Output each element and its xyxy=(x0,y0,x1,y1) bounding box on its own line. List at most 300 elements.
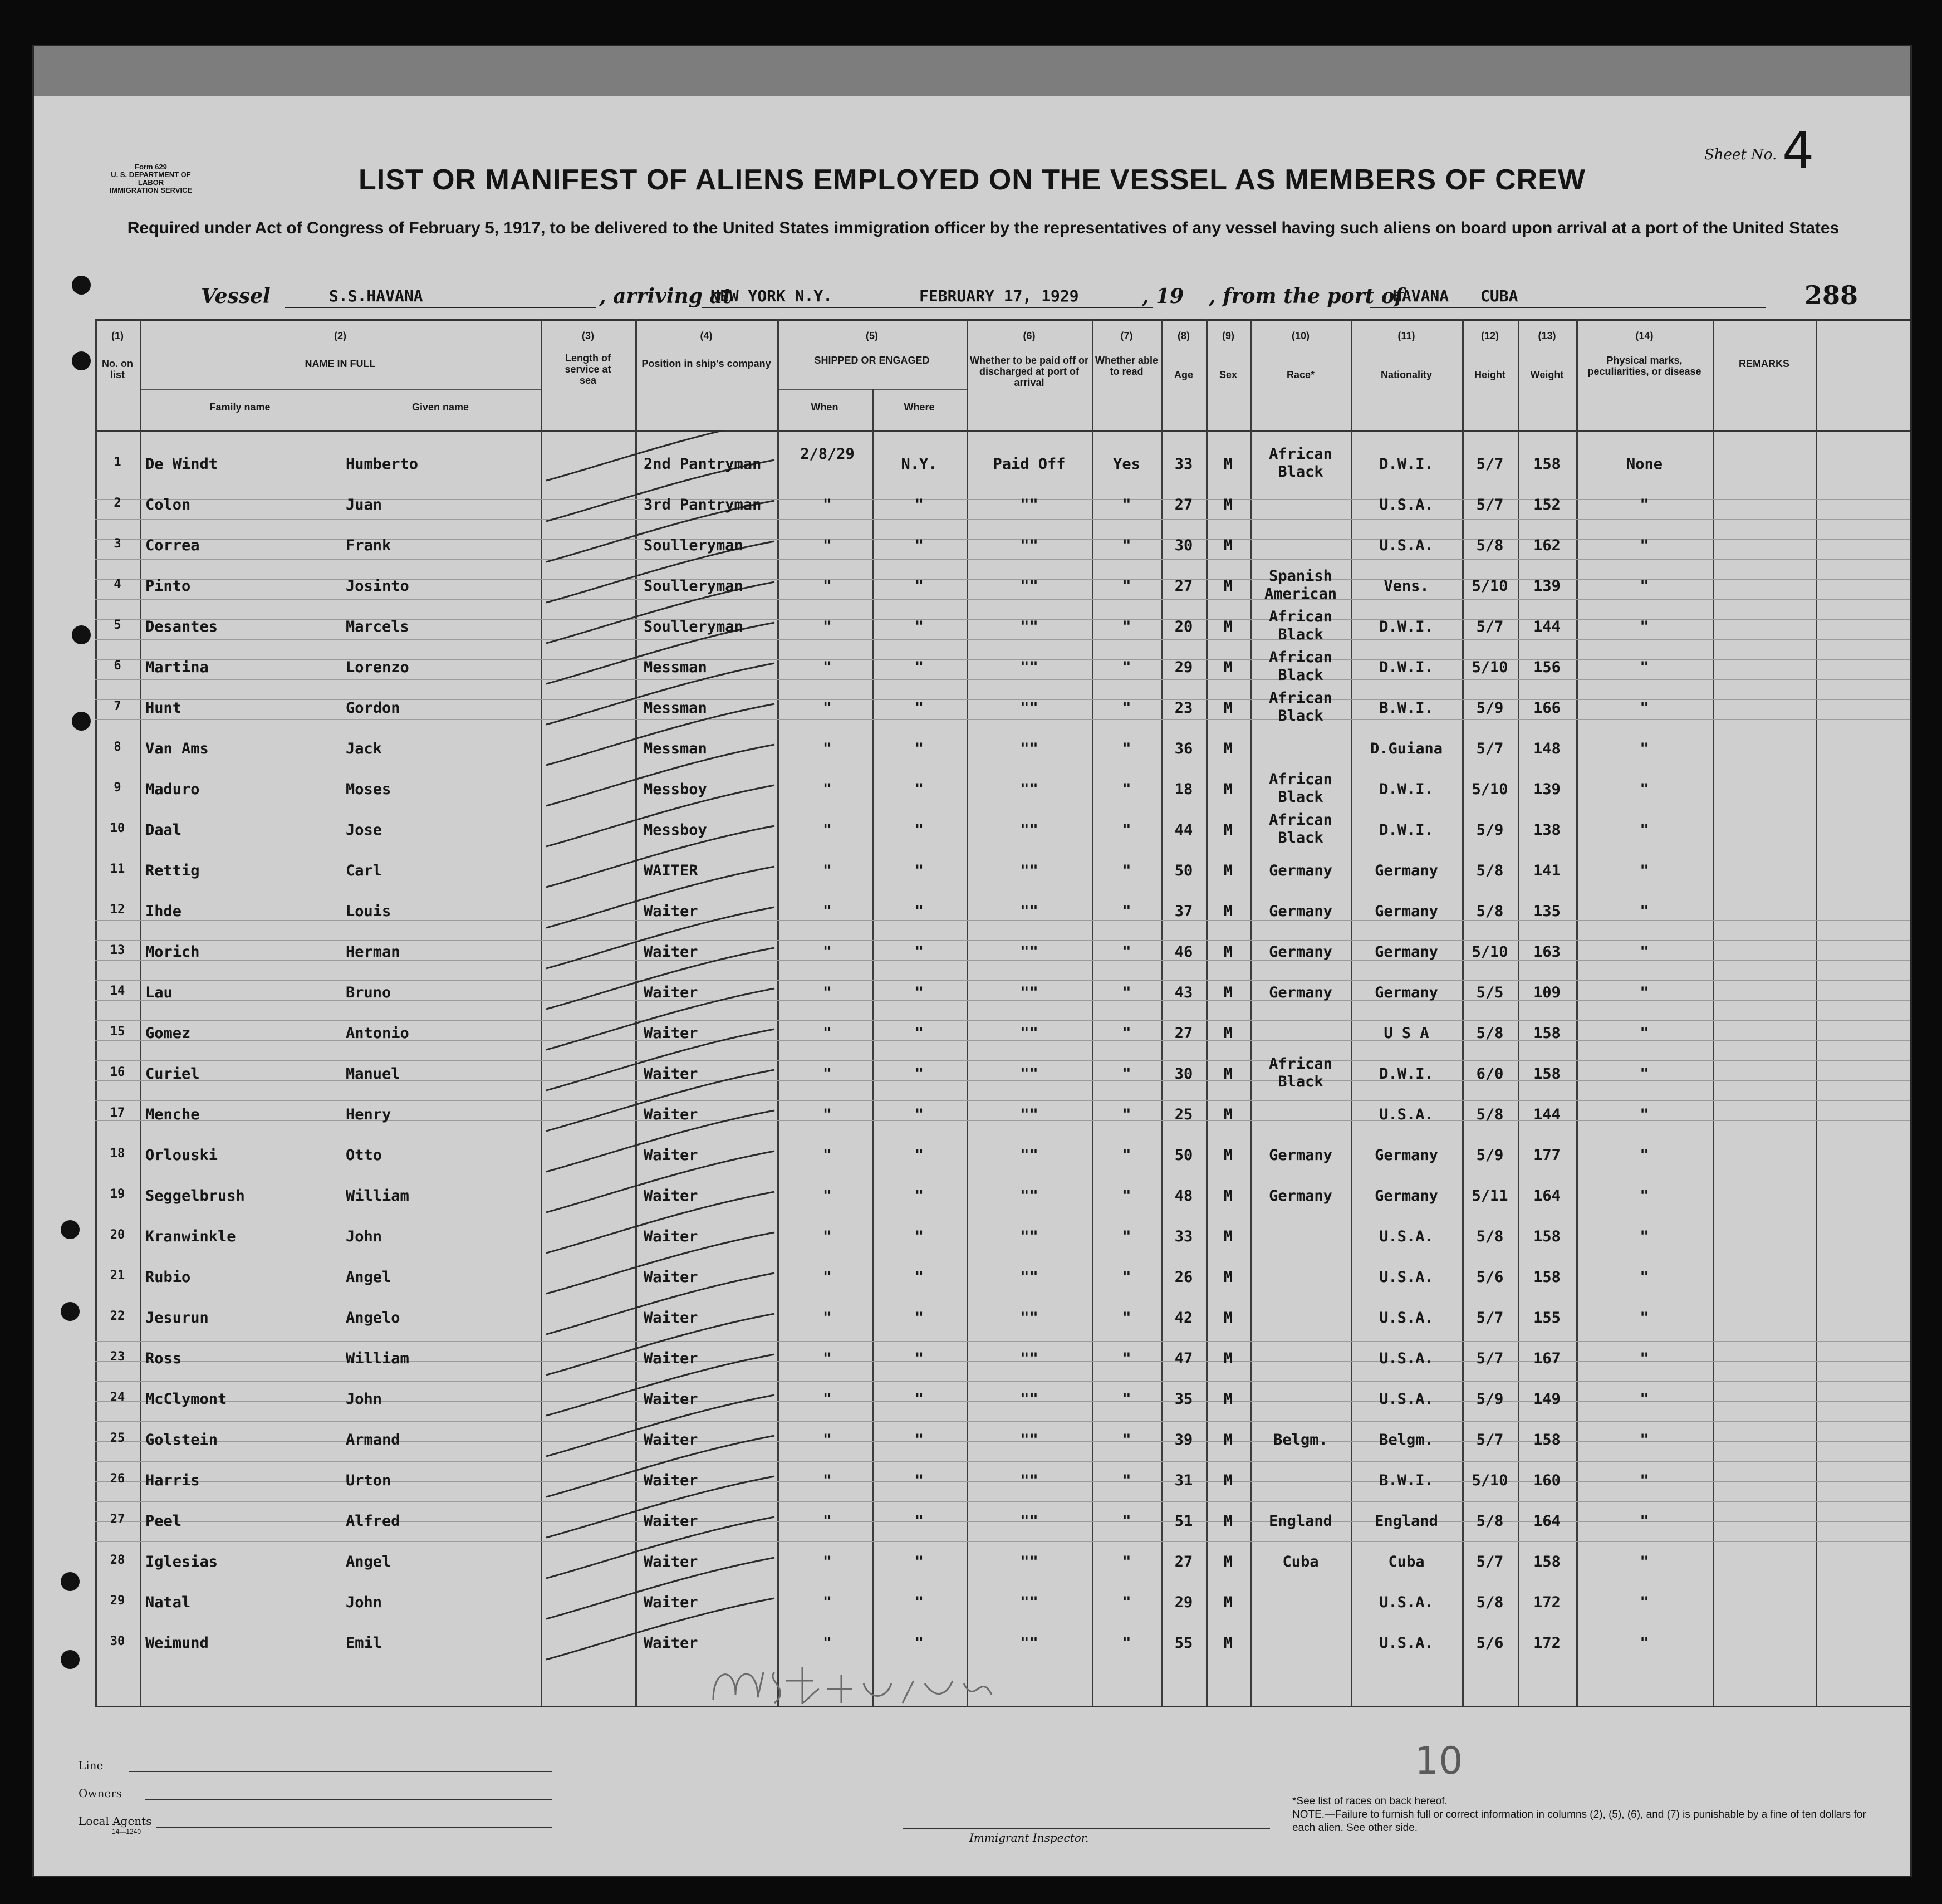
shipped-where-cell: " xyxy=(914,1391,924,1408)
weight-cell: 166 xyxy=(1533,699,1561,717)
sex-cell: M xyxy=(1223,1065,1233,1083)
vessel-line xyxy=(34,280,1910,314)
able-to-read-cell: " xyxy=(1122,1472,1131,1489)
shipped-when-cell: " xyxy=(822,1187,832,1205)
col-when-header: When xyxy=(811,402,838,413)
given-name-cell: William xyxy=(346,1350,409,1367)
inspector-signature xyxy=(702,1650,1014,1722)
given-name-cell: Jose xyxy=(346,821,382,839)
sex-cell: M xyxy=(1223,1472,1233,1489)
position-cell: Messman xyxy=(644,699,707,717)
table-row xyxy=(95,648,1942,688)
able-to-read-cell: " xyxy=(1122,903,1131,920)
able-to-read-cell: " xyxy=(1122,496,1131,513)
paid-off-cell: "" xyxy=(1020,984,1038,1001)
age-cell: 27 xyxy=(1174,1025,1193,1042)
shipped-when-cell: " xyxy=(822,1065,832,1083)
family-name-cell: Hunt xyxy=(145,699,182,717)
row-number-cell: 30 xyxy=(110,1634,125,1648)
nationality-cell: U.S.A. xyxy=(1379,1309,1434,1327)
weight-cell: 158 xyxy=(1533,1269,1561,1286)
agents-label: Local Agents xyxy=(79,1814,152,1828)
family-name-cell: Correa xyxy=(145,537,200,554)
arriving-label: , arriving at xyxy=(599,285,732,308)
family-name-cell: Morich xyxy=(145,943,200,961)
age-cell: 33 xyxy=(1174,456,1193,473)
given-name-cell: Herman xyxy=(346,943,400,961)
position-cell: Waiter xyxy=(644,1594,698,1611)
row-number-cell: 8 xyxy=(114,740,121,754)
given-name-cell: Angelo xyxy=(346,1309,400,1327)
able-to-read-cell: " xyxy=(1122,659,1131,676)
row-number-cell: 22 xyxy=(110,1309,125,1323)
nationality-cell: Germany xyxy=(1375,1147,1438,1164)
paid-off-cell: "" xyxy=(1020,537,1038,554)
nationality-cell: Belgm. xyxy=(1379,1431,1434,1448)
position-cell: Messboy xyxy=(644,781,707,798)
age-cell: 55 xyxy=(1174,1634,1193,1652)
able-to-read-cell: " xyxy=(1122,1634,1131,1652)
position-cell: Soulleryman xyxy=(644,537,743,554)
shipped-where-cell: " xyxy=(914,496,924,513)
paid-off-cell: "" xyxy=(1020,577,1038,595)
owners-label: Owners xyxy=(79,1786,122,1800)
shipped-where-cell: " xyxy=(914,577,924,595)
date-underline xyxy=(908,307,1153,308)
given-name-cell: Gordon xyxy=(346,699,400,717)
height-cell: 5/6 xyxy=(1476,1634,1504,1652)
position-cell: Waiter xyxy=(644,1309,698,1327)
family-name-cell: Kranwinkle xyxy=(145,1228,236,1245)
age-cell: 43 xyxy=(1174,984,1193,1001)
col-paid-header: (6) Whether to be paid off or discharged at port of arrival xyxy=(970,330,1088,388)
physical-marks-cell: " xyxy=(1640,618,1649,635)
weight-cell: 167 xyxy=(1533,1350,1561,1367)
physical-marks-cell: " xyxy=(1640,577,1649,595)
col-race-header: (10) Race* xyxy=(1286,330,1315,380)
physical-marks-cell: " xyxy=(1640,1472,1649,1489)
family-name-cell: Pinto xyxy=(145,577,191,595)
nationality-cell: D.W.I. xyxy=(1379,618,1434,635)
nationality-cell: Cuba xyxy=(1388,1553,1425,1570)
race-cell: African Black xyxy=(1269,689,1332,725)
col-name-header: (2) NAME IN FULL xyxy=(305,330,376,369)
age-cell: 42 xyxy=(1174,1309,1193,1327)
position-cell: Soulleryman xyxy=(644,618,743,635)
from-label: , from the port of xyxy=(1209,285,1404,308)
family-name-cell: Curiel xyxy=(145,1065,200,1083)
table-row xyxy=(95,1014,1942,1054)
able-to-read-cell: " xyxy=(1122,781,1131,798)
table-row xyxy=(95,1298,1942,1339)
nationality-cell: B.W.I. xyxy=(1379,1472,1434,1489)
paid-off-cell: "" xyxy=(1020,1228,1038,1245)
col-length-header: (3) Length of service at sea xyxy=(565,330,611,386)
given-name-cell: Angel xyxy=(346,1553,391,1570)
height-cell: 6/0 xyxy=(1476,1065,1504,1083)
family-name-cell: Natal xyxy=(145,1594,191,1611)
nationality-cell: U.S.A. xyxy=(1379,1391,1434,1408)
form-number: Form 629 xyxy=(135,163,167,171)
paid-off-cell: "" xyxy=(1020,699,1038,717)
shipped-when-cell: " xyxy=(822,1553,832,1570)
given-name-cell: Angel xyxy=(346,1269,391,1286)
family-name-cell: Golstein xyxy=(145,1431,218,1448)
shipped-where-cell: " xyxy=(914,821,924,839)
shipped-when-cell: " xyxy=(822,537,832,554)
shipped-where-cell: " xyxy=(914,1147,924,1164)
nationality-cell: U.S.A. xyxy=(1379,1634,1434,1652)
nationality-cell: D.W.I. xyxy=(1379,781,1434,798)
age-cell: 50 xyxy=(1174,862,1193,879)
weight-cell: 164 xyxy=(1533,1187,1561,1205)
age-cell: 30 xyxy=(1174,1065,1193,1083)
sex-cell: M xyxy=(1223,659,1233,676)
table-row xyxy=(95,1176,1942,1217)
given-name-cell: Josinto xyxy=(346,577,409,595)
shipped-where-cell: " xyxy=(914,659,924,676)
shipped-when-cell: " xyxy=(822,577,832,595)
manifest-sheet xyxy=(32,45,1912,1877)
family-name-cell: Harris xyxy=(145,1472,200,1489)
page-number: 288 xyxy=(1804,280,1858,310)
table-row xyxy=(95,1379,1942,1420)
family-name-cell: Lau xyxy=(145,984,173,1001)
nationality-cell: U.S.A. xyxy=(1379,496,1434,513)
shipped-when-cell: " xyxy=(822,496,832,513)
able-to-read-cell: " xyxy=(1122,1513,1131,1530)
arriving-port: NEW YORK N.Y. xyxy=(710,287,833,305)
physical-marks-cell: " xyxy=(1640,781,1649,798)
row-number-cell: 14 xyxy=(110,984,125,998)
weight-cell: 139 xyxy=(1533,577,1561,595)
nationality-cell: Germany xyxy=(1375,1187,1438,1205)
position-cell: Waiter xyxy=(644,1513,698,1530)
weight-cell: 158 xyxy=(1533,1025,1561,1042)
age-cell: 26 xyxy=(1174,1269,1193,1286)
age-cell: 27 xyxy=(1174,496,1193,513)
header-bottom-rule xyxy=(95,430,1910,432)
sex-cell: M xyxy=(1223,1025,1233,1042)
nationality-cell: U.S.A. xyxy=(1379,1594,1434,1611)
height-cell: 5/8 xyxy=(1476,537,1504,554)
position-cell: Waiter xyxy=(644,903,698,920)
crew-table xyxy=(95,319,1910,1717)
shipped-where-cell: " xyxy=(914,699,924,717)
table-row xyxy=(95,566,1942,607)
paid-off-cell: "" xyxy=(1020,1391,1038,1408)
given-name-cell: Henry xyxy=(346,1106,391,1123)
position-cell: Waiter xyxy=(644,1065,698,1083)
sex-cell: M xyxy=(1223,1187,1233,1205)
shipped-where-cell: " xyxy=(914,618,924,635)
nationality-cell: Germany xyxy=(1375,943,1438,961)
family-name-cell: Desantes xyxy=(145,618,218,635)
weight-cell: 138 xyxy=(1533,821,1561,839)
family-name-cell: Weimund xyxy=(145,1634,209,1652)
height-cell: 5/8 xyxy=(1476,1106,1504,1123)
shipped-where-cell: " xyxy=(914,1350,924,1367)
shipped-when-cell: " xyxy=(822,1431,832,1448)
weight-cell: 149 xyxy=(1533,1391,1561,1408)
col-where-header: Where xyxy=(904,402,935,413)
race-cell: England xyxy=(1269,1513,1332,1530)
paid-off-cell: "" xyxy=(1020,1065,1038,1083)
age-cell: 23 xyxy=(1174,699,1193,717)
table-row xyxy=(95,607,1942,648)
row-number-cell: 17 xyxy=(110,1106,125,1120)
height-cell: 5/5 xyxy=(1476,984,1504,1001)
family-name-cell: Maduro xyxy=(145,781,200,798)
paid-off-cell: "" xyxy=(1020,1147,1038,1164)
sex-cell: M xyxy=(1223,943,1233,961)
family-name-cell: Iglesias xyxy=(145,1553,218,1570)
position-cell: Waiter xyxy=(644,1187,698,1205)
height-cell: 5/7 xyxy=(1476,1309,1504,1327)
position-cell: Soulleryman xyxy=(644,577,743,595)
arrival-date: FEBRUARY 17, 1929 xyxy=(919,287,1079,305)
table-row xyxy=(95,485,1942,526)
nationality-cell: U.S.A. xyxy=(1379,1350,1434,1367)
col-weight-header: (13) Weight xyxy=(1530,330,1564,380)
shipped-when-cell: " xyxy=(822,1634,832,1652)
row-number-cell: 23 xyxy=(110,1350,125,1364)
weight-cell: 163 xyxy=(1533,943,1561,961)
table-row xyxy=(95,810,1942,851)
weight-cell: 139 xyxy=(1533,781,1561,798)
given-name-cell: Moses xyxy=(346,781,391,798)
given-name-cell: Manuel xyxy=(346,1065,400,1083)
physical-marks-cell: " xyxy=(1640,984,1649,1001)
family-name-cell: Colon xyxy=(145,496,191,513)
able-to-read-cell: " xyxy=(1122,1025,1131,1042)
paid-off-cell: "" xyxy=(1020,659,1038,676)
physical-marks-cell: " xyxy=(1640,862,1649,879)
row-number-cell: 10 xyxy=(110,821,125,835)
row-number-cell: 11 xyxy=(110,862,125,876)
table-row xyxy=(95,729,1942,770)
family-name-cell: De Windt xyxy=(145,456,218,473)
sex-cell: M xyxy=(1223,821,1233,839)
table-row xyxy=(95,1339,1942,1379)
name-subheader-rule xyxy=(140,389,541,390)
family-name-cell: Daal xyxy=(145,821,182,839)
shipped-when-cell: " xyxy=(822,1269,832,1286)
shipped-where-cell: " xyxy=(914,1106,924,1123)
vessel-name: S.S.HAVANA xyxy=(329,287,423,305)
paid-off-cell: "" xyxy=(1020,821,1038,839)
able-to-read-cell: " xyxy=(1122,1187,1131,1205)
punch-hole xyxy=(61,1650,80,1669)
arriving-underline xyxy=(702,307,925,308)
shipped-when-cell: " xyxy=(822,1391,832,1408)
height-cell: 5/9 xyxy=(1476,1391,1504,1408)
race-cell: Germany xyxy=(1269,1187,1332,1205)
vessel-underline xyxy=(285,307,596,308)
shipped-when-cell: " xyxy=(822,699,832,717)
table-row xyxy=(95,444,1942,485)
age-cell: 44 xyxy=(1174,821,1193,839)
col-shipped-header: (5) SHIPPED OR ENGAGED xyxy=(814,330,930,366)
shipped-where-cell: " xyxy=(914,1431,924,1448)
shipped-when-cell: " xyxy=(822,862,832,879)
paid-off-cell: "" xyxy=(1020,1187,1038,1205)
row-number-cell: 1 xyxy=(114,456,121,469)
nationality-cell: D.W.I. xyxy=(1379,821,1434,839)
table-row xyxy=(95,688,1942,729)
able-to-read-cell: " xyxy=(1122,1147,1131,1164)
penalty-note: NOTE.—Failure to furnish full or correct information in columns (2), (5), (6), and (7) is punishable by a fine of ten dollars for each alien. See other side. xyxy=(1292,1809,1866,1834)
table-top-rule xyxy=(95,319,1910,321)
age-cell: 48 xyxy=(1174,1187,1193,1205)
physical-marks-cell: " xyxy=(1640,1025,1649,1042)
shipped-where-cell: " xyxy=(914,1228,924,1245)
nationality-cell: Germany xyxy=(1375,903,1438,920)
row-number-cell: 12 xyxy=(110,903,125,917)
paid-off-cell: "" xyxy=(1020,1472,1038,1489)
sex-cell: M xyxy=(1223,1594,1233,1611)
sex-cell: M xyxy=(1223,1350,1233,1367)
sex-cell: M xyxy=(1223,1391,1233,1408)
height-cell: 5/7 xyxy=(1476,1431,1504,1448)
shipped-where-cell: " xyxy=(914,1187,924,1205)
row-number-cell: 20 xyxy=(110,1228,125,1242)
table-row xyxy=(95,1461,1942,1501)
paid-off-cell: "" xyxy=(1020,903,1038,920)
age-cell: 29 xyxy=(1174,1594,1193,1611)
row-number-cell: 28 xyxy=(110,1553,125,1567)
shipped-where-cell: " xyxy=(914,1513,924,1530)
family-name-cell: Van Ams xyxy=(145,740,209,757)
table-row xyxy=(95,1623,1942,1664)
table-row xyxy=(95,1501,1942,1542)
sheet-number: 4 xyxy=(1782,121,1815,180)
footer-notes xyxy=(1292,1795,1871,1835)
height-cell: 5/6 xyxy=(1476,1269,1504,1286)
able-to-read-cell: " xyxy=(1122,1309,1131,1327)
from-port: HAVANA CUBA xyxy=(1392,287,1518,305)
position-cell: Waiter xyxy=(644,1634,698,1652)
col-marks-header: (14) Physical marks, peculiarities, or disease xyxy=(1587,330,1701,377)
page-title: LIST OR MANIFEST OF ALIENS EMPLOYED ON THE VESSEL AS MEMBERS OF CREW xyxy=(359,164,1586,196)
sex-cell: M xyxy=(1223,699,1233,717)
shipped-when-cell: " xyxy=(822,740,832,757)
line-underline xyxy=(129,1771,552,1772)
position-cell: Messman xyxy=(644,740,707,757)
row-number-cell: 5 xyxy=(114,618,121,632)
col-read-header: (7) Whether able to read xyxy=(1095,330,1159,377)
race-cell: African Black xyxy=(1269,1055,1332,1090)
nationality-cell: U S A xyxy=(1384,1025,1429,1042)
weight-cell: 144 xyxy=(1533,1106,1561,1123)
nationality-cell: Germany xyxy=(1375,984,1438,1001)
row-number-cell: 7 xyxy=(114,699,121,713)
sex-cell: M xyxy=(1223,618,1233,635)
sex-cell: M xyxy=(1223,1553,1233,1570)
family-name-cell: Jesurun xyxy=(145,1309,209,1327)
family-name-cell: Martina xyxy=(145,659,209,676)
nationality-cell: U.S.A. xyxy=(1379,537,1434,554)
shipped-when-cell: " xyxy=(822,984,832,1001)
row-number-cell: 15 xyxy=(110,1025,125,1039)
position-cell: Waiter xyxy=(644,1228,698,1245)
shipped-when-cell: " xyxy=(822,1350,832,1367)
row-number-cell: 13 xyxy=(110,943,125,957)
weight-cell: 162 xyxy=(1533,537,1561,554)
physical-marks-cell: " xyxy=(1640,659,1649,676)
table-row xyxy=(95,1583,1942,1623)
physical-marks-cell: " xyxy=(1640,496,1649,513)
col-position-header: (4) Position in ship's company xyxy=(641,330,771,369)
race-cell: Cuba xyxy=(1282,1553,1319,1570)
given-name-cell: John xyxy=(346,1391,382,1408)
weight-cell: 172 xyxy=(1533,1594,1561,1611)
age-cell: 33 xyxy=(1174,1228,1193,1245)
physical-marks-cell: " xyxy=(1640,537,1649,554)
position-cell: 2nd Pantryman xyxy=(644,456,762,473)
given-name-cell: Jack xyxy=(346,740,382,757)
able-to-read-cell: " xyxy=(1122,699,1131,717)
able-to-read-cell: " xyxy=(1122,943,1131,961)
family-name-cell: Seggelbrush xyxy=(145,1187,245,1205)
paid-off-cell: "" xyxy=(1020,862,1038,879)
physical-marks-cell: " xyxy=(1640,699,1649,717)
shipped-where-cell: " xyxy=(914,537,924,554)
position-cell: Waiter xyxy=(644,1472,698,1489)
shipped-when-cell: " xyxy=(822,1025,832,1042)
family-name-cell: Rettig xyxy=(145,862,200,879)
shipped-when-cell: " xyxy=(822,1594,832,1611)
given-name-cell: Juan xyxy=(346,496,382,513)
col-age-header: (8) Age xyxy=(1174,330,1193,380)
weight-cell: 158 xyxy=(1533,1228,1561,1245)
weight-cell: 164 xyxy=(1533,1513,1561,1530)
nationality-cell: Vens. xyxy=(1384,577,1429,595)
position-cell: Messman xyxy=(644,659,707,676)
given-name-cell: Carl xyxy=(346,862,382,879)
row-number-cell: 4 xyxy=(114,577,121,591)
paid-off-cell: "" xyxy=(1020,1106,1038,1123)
table-row xyxy=(95,1217,1942,1257)
height-cell: 5/8 xyxy=(1476,1594,1504,1611)
position-cell: 3rd Pantryman xyxy=(644,496,762,513)
weight-cell: 141 xyxy=(1533,862,1561,879)
row-number-cell: 21 xyxy=(110,1269,125,1283)
shipped-when-cell: " xyxy=(822,1228,832,1245)
shipped-when-cell: " xyxy=(822,1472,832,1489)
physical-marks-cell: " xyxy=(1640,1147,1649,1164)
age-cell: 47 xyxy=(1174,1350,1193,1367)
table-row xyxy=(95,1135,1942,1176)
col-height-header: (12) Height xyxy=(1474,330,1505,380)
given-name-cell: John xyxy=(346,1594,382,1611)
shipped-where-cell: " xyxy=(914,1269,924,1286)
age-cell: 30 xyxy=(1174,537,1193,554)
count-mark: 10 xyxy=(1415,1739,1463,1783)
nationality-cell: D.Guiana xyxy=(1370,740,1443,757)
able-to-read-cell: " xyxy=(1122,1065,1131,1083)
weight-cell: 160 xyxy=(1533,1472,1561,1489)
race-cell: Germany xyxy=(1269,943,1332,961)
punch-hole xyxy=(61,1302,80,1321)
height-cell: 5/10 xyxy=(1472,1472,1508,1489)
nationality-cell: D.W.I. xyxy=(1379,659,1434,676)
sex-cell: M xyxy=(1223,1269,1233,1286)
physical-marks-cell: " xyxy=(1640,903,1649,920)
position-cell: Waiter xyxy=(644,984,698,1001)
shipped-when-cell: " xyxy=(822,903,832,920)
shipped-when-cell: " xyxy=(822,1513,832,1530)
